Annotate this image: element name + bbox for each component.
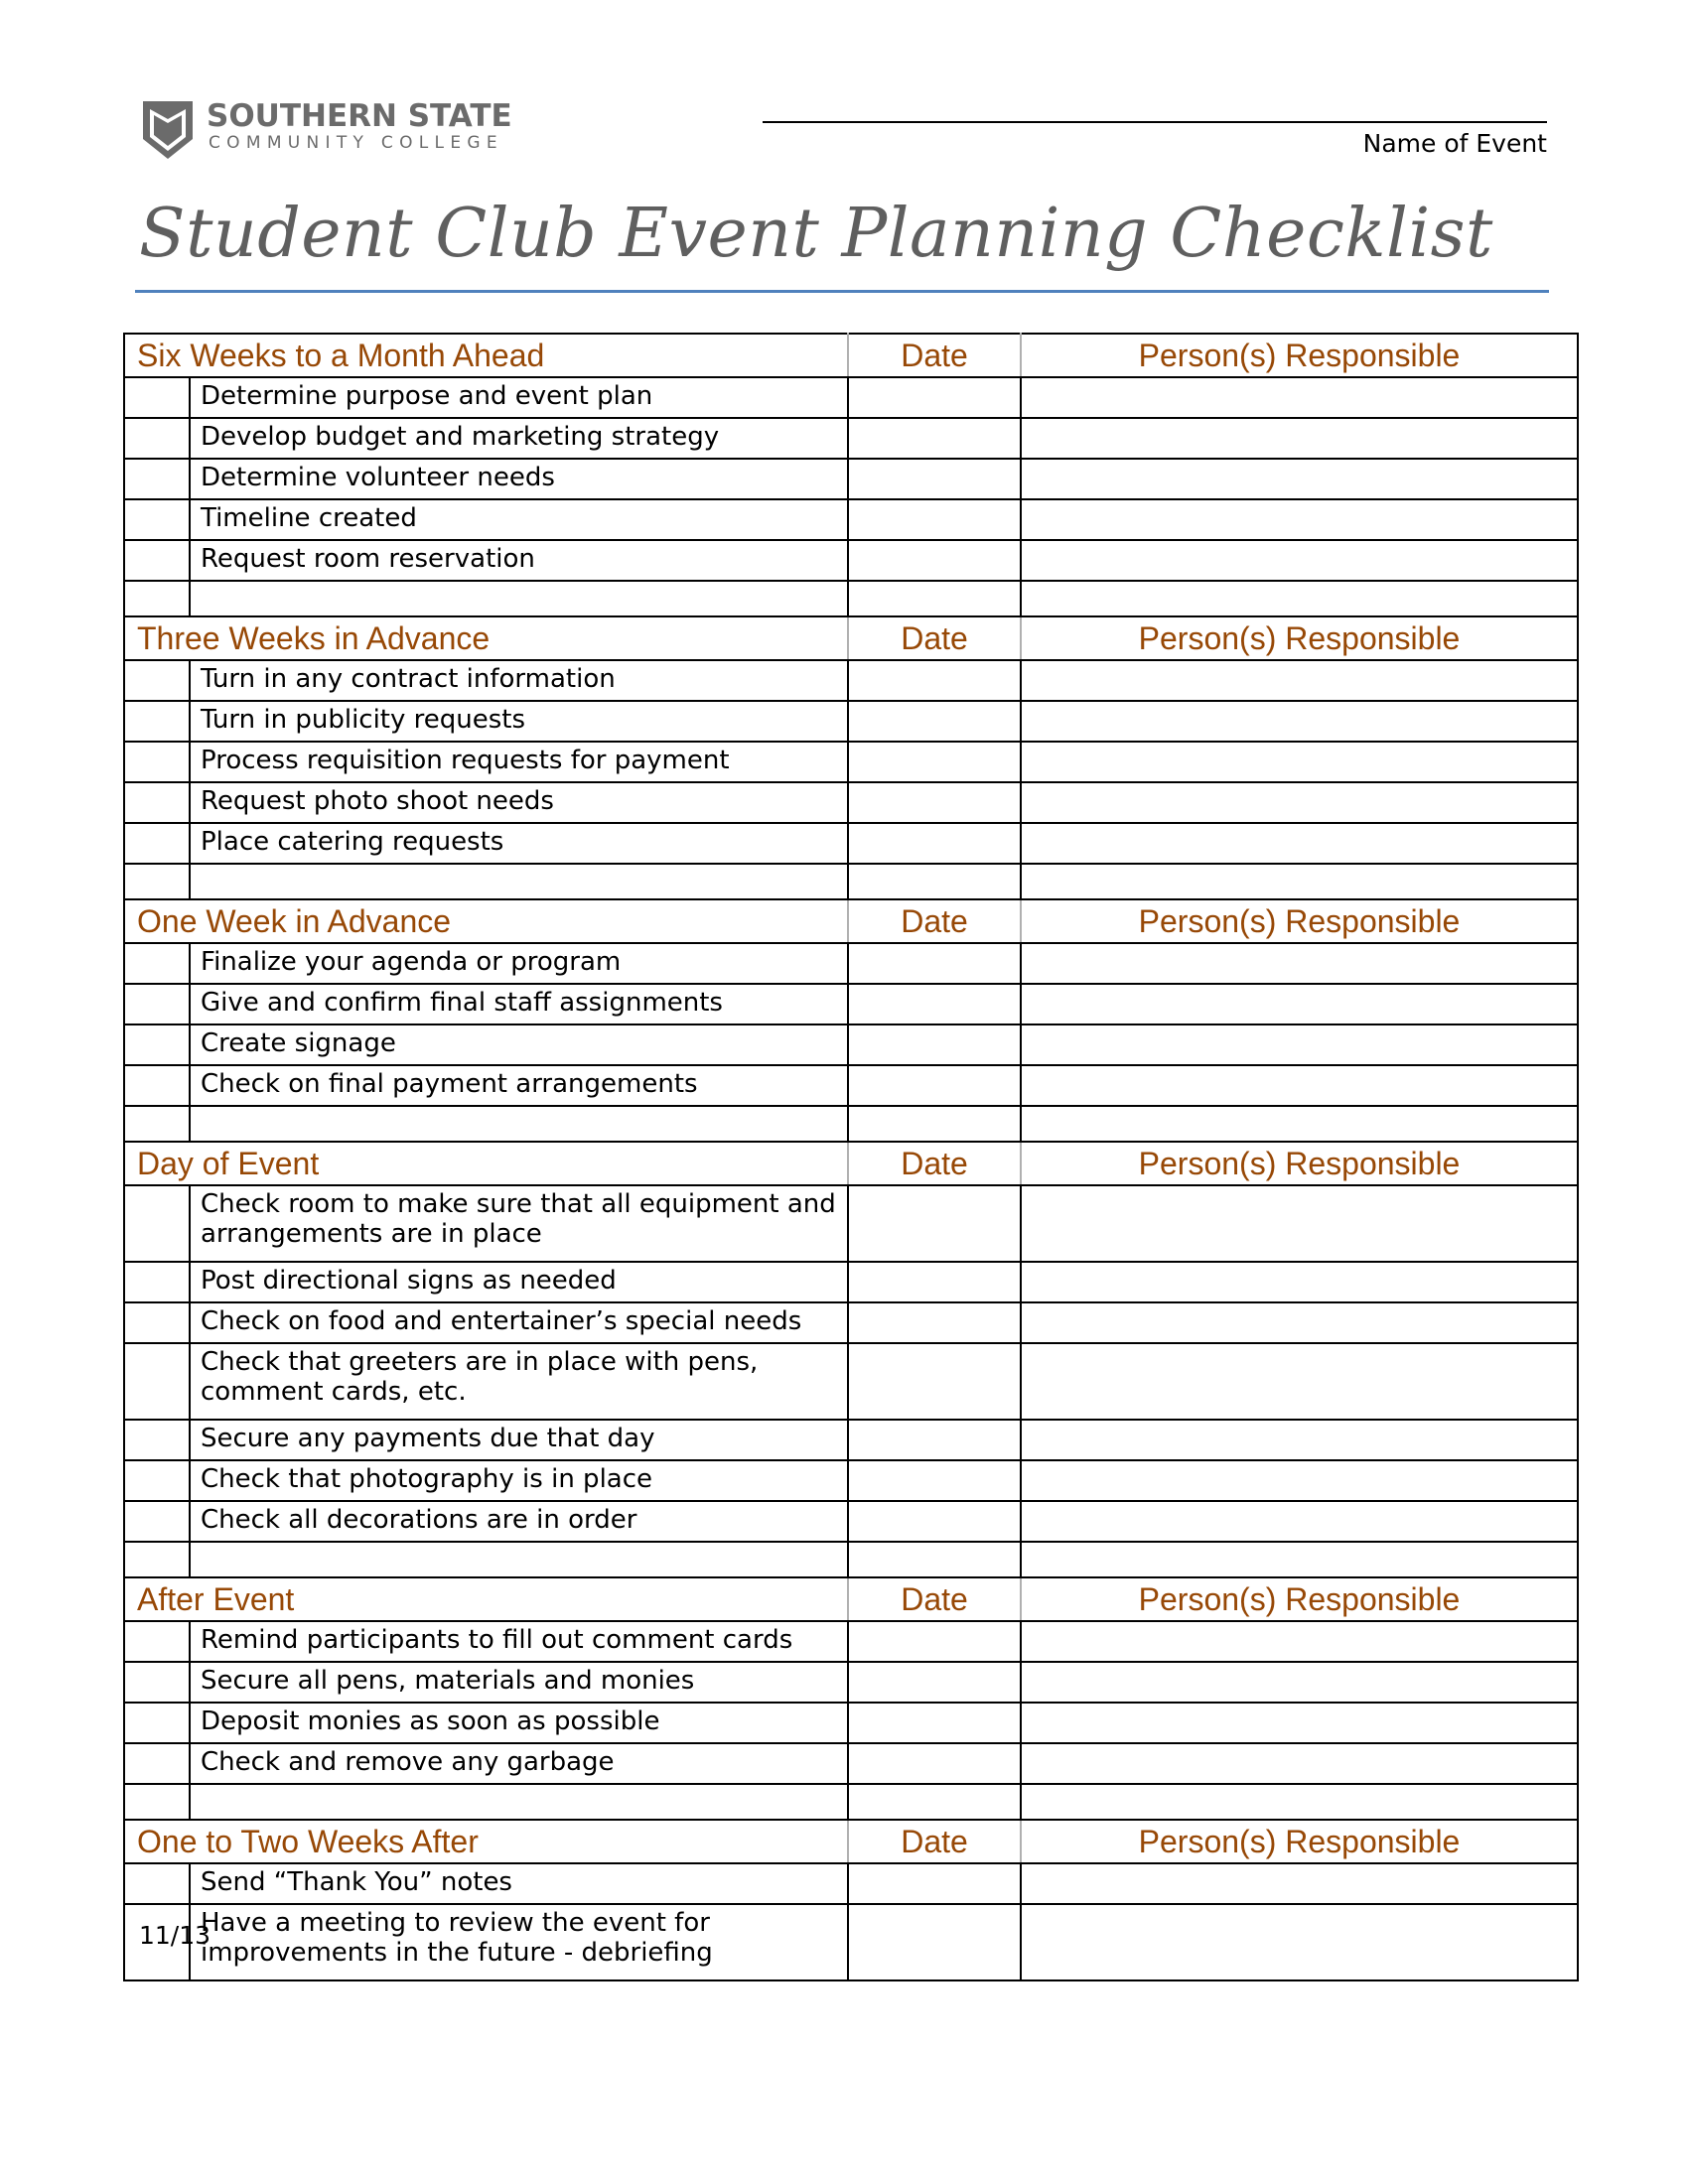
date-column-header: Date xyxy=(848,1577,1021,1621)
checklist-row xyxy=(124,1501,1578,1542)
date-cell[interactable] xyxy=(848,782,1021,823)
person-column-header: Person(s) Responsible xyxy=(1021,1820,1578,1863)
date-cell[interactable] xyxy=(848,1904,1021,1980)
checkbox-cell[interactable] xyxy=(124,1460,190,1501)
checklist-row xyxy=(124,1420,1578,1460)
person-cell[interactable] xyxy=(1021,1863,1578,1904)
revision-code: 11/13 xyxy=(139,1921,211,1950)
person-cell[interactable] xyxy=(1021,701,1578,742)
date-column-header: Date xyxy=(848,899,1021,943)
checkbox-cell[interactable] xyxy=(124,1501,190,1542)
date-cell[interactable] xyxy=(848,742,1021,782)
person-cell[interactable] xyxy=(1021,1106,1578,1142)
person-cell[interactable] xyxy=(1021,1420,1578,1460)
date-column-header: Date xyxy=(848,334,1021,377)
date-cell[interactable] xyxy=(848,1662,1021,1703)
date-cell[interactable] xyxy=(848,1106,1021,1142)
person-cell[interactable] xyxy=(1021,459,1578,499)
section-title: Six Weeks to a Month Ahead xyxy=(124,334,848,377)
checkbox-cell[interactable] xyxy=(124,1065,190,1106)
date-column-header: Date xyxy=(848,616,1021,660)
date-cell[interactable] xyxy=(848,1420,1021,1460)
task-label: Create signage xyxy=(190,1024,848,1065)
date-cell[interactable] xyxy=(848,701,1021,742)
task-label: Timeline created xyxy=(190,499,848,540)
checklist-row xyxy=(124,660,1578,701)
section-header xyxy=(124,1820,1578,1863)
checklist-row xyxy=(124,1621,1578,1662)
page-title: Student Club Event Planning Checklist xyxy=(139,195,1493,273)
date-cell[interactable] xyxy=(848,1863,1021,1904)
blank-row xyxy=(124,1106,1578,1142)
person-column-header: Person(s) Responsible xyxy=(1021,334,1578,377)
task-label: Check room to make sure that all equipment and arrangements are in place xyxy=(190,1185,848,1262)
section-title: Day of Event xyxy=(124,1142,848,1185)
task-cell[interactable] xyxy=(190,1542,848,1577)
task-label: Determine volunteer needs xyxy=(190,459,848,499)
person-cell[interactable] xyxy=(1021,1904,1578,1980)
section-title: Three Weeks in Advance xyxy=(124,616,848,660)
task-cell[interactable] xyxy=(190,1106,848,1142)
person-cell[interactable] xyxy=(1021,1460,1578,1501)
person-cell[interactable] xyxy=(1021,581,1578,616)
title-divider xyxy=(135,290,1549,293)
checkbox-cell[interactable] xyxy=(124,499,190,540)
task-label: Secure all pens, materials and monies xyxy=(190,1662,848,1703)
person-cell[interactable] xyxy=(1021,742,1578,782)
person-cell[interactable] xyxy=(1021,1784,1578,1820)
checklist-row xyxy=(124,823,1578,864)
checklist-row xyxy=(124,943,1578,984)
date-column-header: Date xyxy=(848,1142,1021,1185)
checklist-row xyxy=(124,1185,1578,1262)
checkbox-cell[interactable] xyxy=(124,459,190,499)
section-header xyxy=(124,1142,1578,1185)
task-label: Request photo shoot needs xyxy=(190,782,848,823)
task-cell[interactable] xyxy=(190,581,848,616)
checkbox-cell[interactable] xyxy=(124,1185,190,1262)
person-cell[interactable] xyxy=(1021,418,1578,459)
date-cell[interactable] xyxy=(848,1460,1021,1501)
task-label: Determine purpose and event plan xyxy=(190,377,848,418)
checkbox-cell[interactable] xyxy=(124,782,190,823)
date-cell[interactable] xyxy=(848,540,1021,581)
checklist-row xyxy=(124,782,1578,823)
blank-row xyxy=(124,1542,1578,1577)
person-cell[interactable] xyxy=(1021,1542,1578,1577)
date-cell[interactable] xyxy=(848,1262,1021,1302)
date-cell[interactable] xyxy=(848,499,1021,540)
checklist-row xyxy=(124,1343,1578,1420)
task-label: Process requisition requests for payment xyxy=(190,742,848,782)
task-label: Have a meeting to review the event for improvements in the future - debriefing xyxy=(190,1904,848,1980)
person-cell[interactable] xyxy=(1021,660,1578,701)
checklist-row xyxy=(124,499,1578,540)
checklist-row xyxy=(124,418,1578,459)
checklist-row xyxy=(124,984,1578,1024)
blank-row xyxy=(124,864,1578,899)
date-cell[interactable] xyxy=(848,581,1021,616)
person-column-header: Person(s) Responsible xyxy=(1021,1142,1578,1185)
checklist-row xyxy=(124,1863,1578,1904)
date-cell[interactable] xyxy=(848,943,1021,984)
task-label: Send “Thank You” notes xyxy=(190,1863,848,1904)
checklist-row xyxy=(124,742,1578,782)
section-header xyxy=(124,899,1578,943)
checklist-row xyxy=(124,1904,1578,1980)
date-cell[interactable] xyxy=(848,1501,1021,1542)
checkbox-cell[interactable] xyxy=(124,1784,190,1820)
date-cell[interactable] xyxy=(848,1185,1021,1262)
task-label: Check that greeters are in place with pens, comment cards, etc. xyxy=(190,1343,848,1420)
task-cell[interactable] xyxy=(190,864,848,899)
person-column-header: Person(s) Responsible xyxy=(1021,616,1578,660)
date-cell[interactable] xyxy=(848,660,1021,701)
shield-logo-icon xyxy=(141,99,195,161)
task-label: Check on final payment arrangements xyxy=(190,1065,848,1106)
date-cell[interactable] xyxy=(848,1784,1021,1820)
checkbox-cell[interactable] xyxy=(124,984,190,1024)
checkbox-cell[interactable] xyxy=(124,1621,190,1662)
task-label: Check and remove any garbage xyxy=(190,1743,848,1784)
section-title: One to Two Weeks After xyxy=(124,1820,848,1863)
person-cell[interactable] xyxy=(1021,1621,1578,1662)
person-column-header: Person(s) Responsible xyxy=(1021,899,1578,943)
date-cell[interactable] xyxy=(848,418,1021,459)
task-label: Give and confirm final staff assignments xyxy=(190,984,848,1024)
checkbox-cell[interactable] xyxy=(124,701,190,742)
date-cell[interactable] xyxy=(848,984,1021,1024)
checkbox-cell[interactable] xyxy=(124,1106,190,1142)
task-label: Request room reservation xyxy=(190,540,848,581)
checklist-table xyxy=(123,333,1579,1981)
checklist-row xyxy=(124,1662,1578,1703)
task-label: Post directional signs as needed xyxy=(190,1262,848,1302)
section-header xyxy=(124,334,1578,377)
event-name-line[interactable] xyxy=(763,121,1547,123)
person-cell[interactable] xyxy=(1021,864,1578,899)
checkbox-cell[interactable] xyxy=(124,1343,190,1420)
checkbox-cell[interactable] xyxy=(124,1302,190,1343)
checkbox-cell[interactable] xyxy=(124,1662,190,1703)
person-cell[interactable] xyxy=(1021,1743,1578,1784)
checkbox-cell[interactable] xyxy=(124,660,190,701)
person-cell[interactable] xyxy=(1021,1662,1578,1703)
section-header xyxy=(124,616,1578,660)
checklist-row xyxy=(124,540,1578,581)
date-cell[interactable] xyxy=(848,459,1021,499)
blank-row xyxy=(124,581,1578,616)
section-title: One Week in Advance xyxy=(124,899,848,943)
checkbox-cell[interactable] xyxy=(124,742,190,782)
blank-row xyxy=(124,1784,1578,1820)
checkbox-cell[interactable] xyxy=(124,1542,190,1577)
date-column-header: Date xyxy=(848,1820,1021,1863)
task-label: Deposit monies as soon as possible xyxy=(190,1703,848,1743)
task-label: Check all decorations are in order xyxy=(190,1501,848,1542)
checkbox-cell[interactable] xyxy=(124,581,190,616)
college-logo xyxy=(141,97,512,161)
date-cell[interactable] xyxy=(848,1302,1021,1343)
checklist-row xyxy=(124,459,1578,499)
logo-subname: COMMUNITY COLLEGE xyxy=(209,133,503,153)
person-cell[interactable] xyxy=(1021,499,1578,540)
checkbox-cell[interactable] xyxy=(124,377,190,418)
checkbox-cell[interactable] xyxy=(124,540,190,581)
checklist-row xyxy=(124,1743,1578,1784)
task-label: Turn in publicity requests xyxy=(190,701,848,742)
checkbox-cell[interactable] xyxy=(124,418,190,459)
checklist-row xyxy=(124,1460,1578,1501)
checkbox-cell[interactable] xyxy=(124,1863,190,1904)
task-label: Remind participants to fill out comment cards xyxy=(190,1621,848,1662)
checkbox-cell[interactable] xyxy=(124,1420,190,1460)
date-cell[interactable] xyxy=(848,1542,1021,1577)
task-label: Secure any payments due that day xyxy=(190,1420,848,1460)
date-cell[interactable] xyxy=(848,1743,1021,1784)
person-cell[interactable] xyxy=(1021,1703,1578,1743)
date-cell[interactable] xyxy=(848,377,1021,418)
task-label: Turn in any contract information xyxy=(190,660,848,701)
checklist-row xyxy=(124,1302,1578,1343)
person-cell[interactable] xyxy=(1021,1185,1578,1262)
person-cell[interactable] xyxy=(1021,984,1578,1024)
date-cell[interactable] xyxy=(848,823,1021,864)
person-cell[interactable] xyxy=(1021,1024,1578,1065)
person-cell[interactable] xyxy=(1021,1262,1578,1302)
checklist-row xyxy=(124,1262,1578,1302)
logo-name: SOUTHERN STATE xyxy=(207,98,512,134)
date-cell[interactable] xyxy=(848,864,1021,899)
task-label: Place catering requests xyxy=(190,823,848,864)
checklist-row xyxy=(124,701,1578,742)
date-cell[interactable] xyxy=(848,1343,1021,1420)
task-label: Develop budget and marketing strategy xyxy=(190,418,848,459)
person-cell[interactable] xyxy=(1021,943,1578,984)
date-cell[interactable] xyxy=(848,1065,1021,1106)
checkbox-cell[interactable] xyxy=(124,864,190,899)
section-header xyxy=(124,1577,1578,1621)
event-name-label: Name of Event xyxy=(1362,129,1547,158)
person-cell[interactable] xyxy=(1021,823,1578,864)
checkbox-cell[interactable] xyxy=(124,823,190,864)
person-cell[interactable] xyxy=(1021,1343,1578,1420)
task-label: Finalize your agenda or program xyxy=(190,943,848,984)
section-title: After Event xyxy=(124,1577,848,1621)
person-cell[interactable] xyxy=(1021,782,1578,823)
date-cell[interactable] xyxy=(848,1621,1021,1662)
task-cell[interactable] xyxy=(190,1784,848,1820)
checklist-row xyxy=(124,377,1578,418)
person-cell[interactable] xyxy=(1021,540,1578,581)
date-cell[interactable] xyxy=(848,1703,1021,1743)
task-label: Check that photography is in place xyxy=(190,1460,848,1501)
checklist-row xyxy=(124,1024,1578,1065)
checklist-row xyxy=(124,1065,1578,1106)
person-cell[interactable] xyxy=(1021,377,1578,418)
person-column-header: Person(s) Responsible xyxy=(1021,1577,1578,1621)
person-cell[interactable] xyxy=(1021,1302,1578,1343)
task-label: Check on food and entertainer’s special needs xyxy=(190,1302,848,1343)
checkbox-cell[interactable] xyxy=(124,1743,190,1784)
checkbox-cell[interactable] xyxy=(124,1703,190,1743)
checkbox-cell[interactable] xyxy=(124,1262,190,1302)
checkbox-cell[interactable] xyxy=(124,943,190,984)
person-cell[interactable] xyxy=(1021,1065,1578,1106)
checklist-row xyxy=(124,1703,1578,1743)
checkbox-cell[interactable] xyxy=(124,1024,190,1065)
person-cell[interactable] xyxy=(1021,1501,1578,1542)
date-cell[interactable] xyxy=(848,1024,1021,1065)
